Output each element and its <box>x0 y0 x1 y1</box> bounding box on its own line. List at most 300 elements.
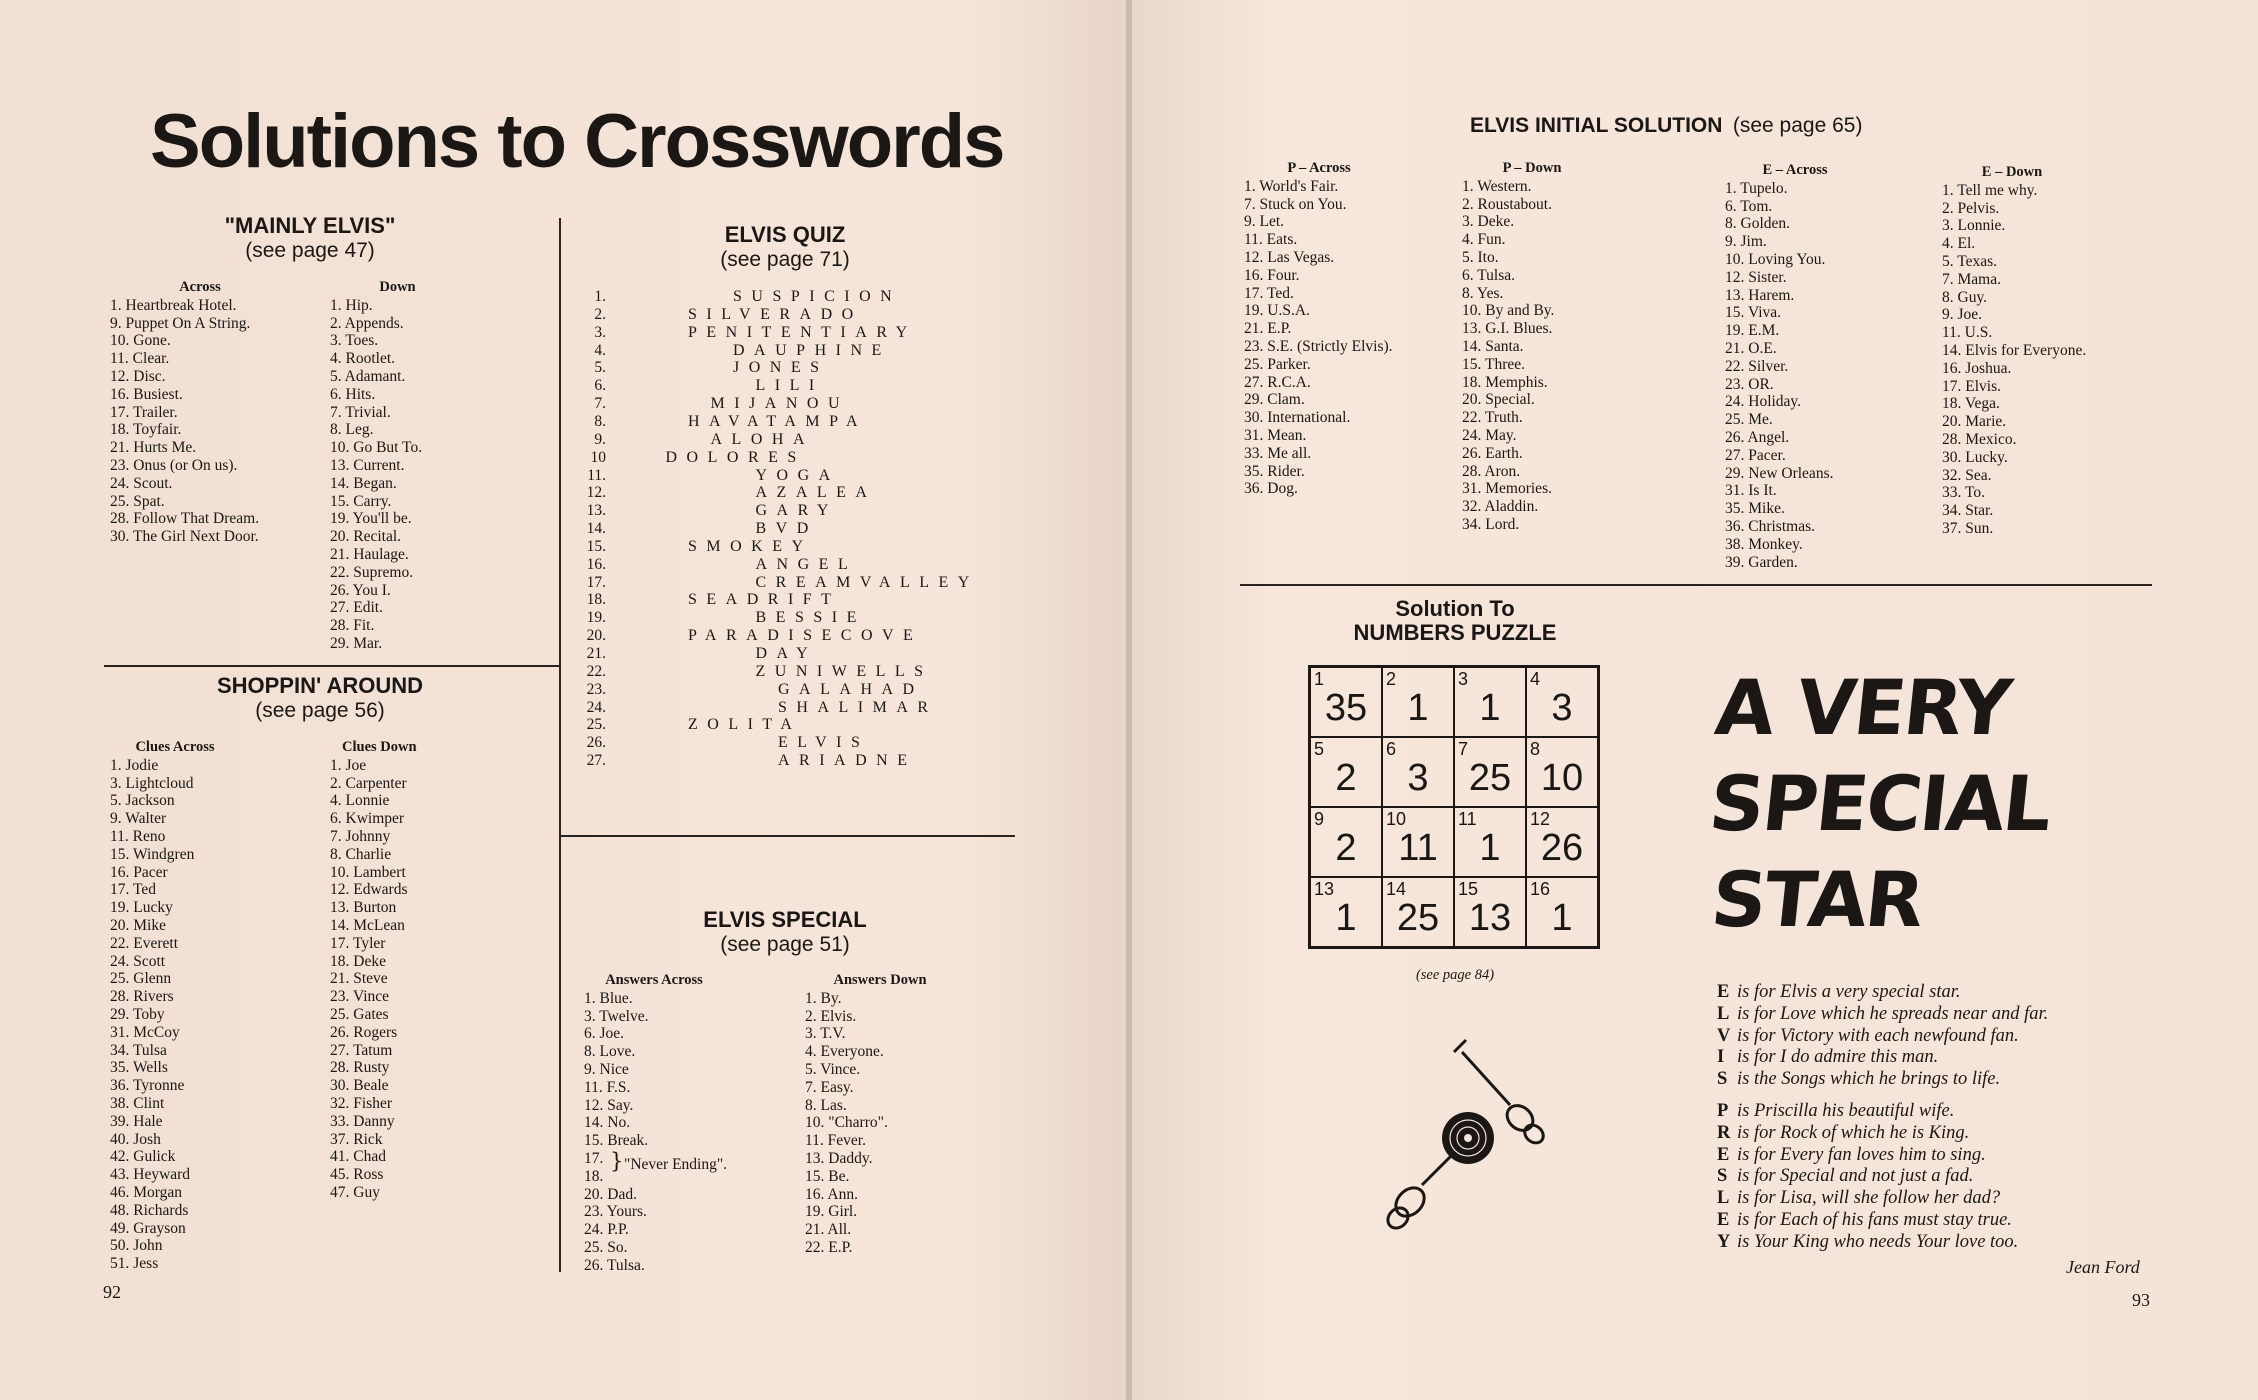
cell-value: 2 <box>1335 827 1357 869</box>
poem-initial: Y <box>1717 1231 1731 1252</box>
quiz-answer: JONES <box>733 359 829 377</box>
clue-item: 24. Holiday. <box>1725 393 1802 411</box>
clue-list <box>110 297 290 546</box>
clue-item: 15. Viva. <box>1725 304 1782 322</box>
quiz-number: 7. <box>594 395 606 413</box>
clue-item: 8. Leg. <box>330 421 374 439</box>
mainly-elvis-down <box>330 279 465 653</box>
clue-item: 1. Tell me why. <box>1942 181 2038 199</box>
initial-solution-subtitle: (see page 65) <box>1732 114 1863 137</box>
quiz-answer: PENITENTIARY <box>688 323 917 341</box>
clue-item: 39. Garden. <box>1725 553 1798 571</box>
clue-item: 4. Fun. <box>1462 231 1506 249</box>
grid-cell <box>1454 807 1526 877</box>
poem-line <box>1717 1145 2048 1167</box>
grid-cell <box>1526 667 1598 737</box>
clue-item: 25. Gates <box>330 1005 389 1023</box>
clue-item: 8. Guy. <box>1942 288 1988 306</box>
clue-item: 27. Tatum <box>330 1041 393 1059</box>
poem-line <box>1717 1069 2048 1091</box>
clue-item: 10. Lambert <box>330 863 406 881</box>
grid-cell <box>1310 737 1382 807</box>
e-down <box>1942 164 2086 538</box>
clue-item: 28. Rusty <box>330 1059 390 1077</box>
shoppin-around-down <box>330 739 430 1202</box>
clue-item: 23. Yours. <box>584 1203 647 1221</box>
clue-item: 6. Kwimper <box>330 810 405 828</box>
clue-item: 17. Trailer. <box>110 403 178 421</box>
clue-item: 24. May. <box>1462 426 1517 444</box>
clue-item: 25. Parker. <box>1244 355 1311 373</box>
clue-item: 2. Carpenter <box>330 774 407 792</box>
clue-item: 34. Tulsa <box>110 1041 167 1059</box>
clue-item: 14. McLean <box>330 916 405 934</box>
numbers-puzzle-title-2: NUMBERS PUZZLE <box>1353 620 1557 645</box>
clue-item: 12. Sister. <box>1725 268 1787 286</box>
quiz-number: 20. <box>586 627 606 645</box>
clue-list <box>330 297 465 653</box>
divider <box>560 835 1015 837</box>
poem-text: is for Each of his fans must stay true. <box>1737 1209 2012 1230</box>
cell-value: 1 <box>1407 687 1429 729</box>
poem-line <box>1717 1047 2048 1069</box>
grid-cell <box>1382 877 1454 947</box>
clue-item: 4. Lonnie <box>330 792 390 810</box>
grid-cell <box>1382 807 1454 877</box>
clue-item: 1. Blue. <box>584 989 633 1007</box>
clue-item: 17. Tyler <box>330 934 386 952</box>
cell-value: 26 <box>1540 827 1584 869</box>
clue-item: 1. Joe <box>330 756 367 774</box>
clue-item: 37. Rick <box>330 1130 383 1148</box>
clue-item: 13. Harem. <box>1725 286 1795 304</box>
clue-item: 10. Loving You. <box>1725 250 1826 268</box>
clue-item: 28. Mexico. <box>1942 430 2017 448</box>
poem-initial: R <box>1717 1122 1731 1143</box>
clue-item: 10. Gone. <box>110 332 171 350</box>
cell-value: 3 <box>1551 687 1573 729</box>
clue-item: 9. Puppet On A String. <box>110 314 251 332</box>
cell-number: 2 <box>1386 669 1397 689</box>
elvis-special-down <box>805 972 955 1257</box>
poem-line <box>1717 1026 2048 1048</box>
poem-text: is for I do admire this man. <box>1737 1047 1939 1068</box>
quiz-answer: ARIADNE <box>778 752 917 770</box>
grid-cell <box>1454 667 1526 737</box>
cell-value: 1 <box>1479 827 1501 869</box>
clue-item: 1. Western. <box>1462 177 1532 195</box>
special-star-line-3: STAR <box>1707 855 1927 944</box>
clue-item: 18. Deke <box>330 952 386 970</box>
quiz-answer: ELVIS <box>778 734 870 752</box>
clue-item: 8. Yes. <box>1462 284 1504 302</box>
down-heading: Answers Down <box>833 972 927 988</box>
grid-cell <box>1526 877 1598 947</box>
quiz-answer: YOGA <box>755 466 840 484</box>
cell-number: 11 <box>1458 809 1477 829</box>
clue-item: 7. Stuck on You. <box>1244 195 1347 213</box>
quiz-answer: BESSIE <box>755 609 866 627</box>
poem-line <box>1717 1101 2048 1123</box>
clue-item: 43. Heyward <box>110 1166 191 1184</box>
clue-item: 2. Roustabout. <box>1462 195 1552 213</box>
clue-item: 10. "Charro". <box>805 1114 888 1132</box>
clue-item: 7. Johnny <box>330 827 391 845</box>
clue-item: 19. Girl. <box>805 1203 858 1221</box>
clue-item: 22. Supremo. <box>330 563 414 581</box>
clue-item: 11. F.S. <box>584 1078 631 1096</box>
clue-item: 25. Spat. <box>110 492 165 510</box>
poem-text: is for Victory with each newfound fan. <box>1737 1025 2019 1046</box>
clue-item: 36. Dog. <box>1244 480 1298 498</box>
acrostic-poem <box>1717 982 2048 1264</box>
quiz-number: 18. <box>586 591 606 609</box>
poem-text: is for Lisa, will she follow her dad? <box>1737 1188 2001 1209</box>
initial-solution-title: ELVIS INITIAL SOLUTION <box>1470 114 1723 137</box>
quiz-number: 22. <box>586 662 606 680</box>
clue-item: 20. Marie. <box>1942 413 2007 431</box>
clue-item: 15. Carry. <box>330 492 392 510</box>
clue-item: 1. By. <box>805 989 842 1007</box>
clue-item: 4. Rootlet. <box>330 350 396 368</box>
clue-item: 1. World's Fair. <box>1244 177 1339 195</box>
clue-list <box>330 757 430 1202</box>
clue-list <box>1725 180 1865 572</box>
quiz-answer: BVD <box>755 520 818 538</box>
elvis-quiz-subtitle: (see page 71) <box>720 248 850 271</box>
clue-item: 2. Pelvis. <box>1942 199 2000 217</box>
clue-item: 9. Joe. <box>1942 306 1983 324</box>
poem-line <box>1717 1232 2048 1254</box>
cell-number: 3 <box>1458 669 1469 689</box>
clue-item: 15. Three. <box>1462 355 1525 373</box>
p-across <box>1244 160 1394 498</box>
quiz-answer: ZOLITA <box>688 716 802 734</box>
clue-item: 11. Reno <box>110 827 166 845</box>
clue-item: 30. Lucky. <box>1942 448 2008 466</box>
quiz-answer: DOLORES <box>665 448 806 466</box>
clue-item: 26. You I. <box>330 581 391 599</box>
cell-number: 9 <box>1314 809 1325 829</box>
poem-text: is the Songs which he brings to life. <box>1737 1069 2001 1090</box>
poem-stanza <box>1717 1101 2048 1254</box>
clue-item: 28. Rivers <box>110 988 174 1006</box>
clue-item: 19. E.M. <box>1725 322 1780 340</box>
clue-item: 17. Ted <box>110 881 156 899</box>
poem-initial: L <box>1717 1003 1730 1024</box>
grid-cell <box>1382 737 1454 807</box>
mainly-elvis-subtitle: (see page 47) <box>245 239 375 262</box>
quiz-answer: DAUPHINE <box>733 341 891 359</box>
clue-item: 9. Walter <box>110 810 167 828</box>
clue-item: 6. Tulsa. <box>1462 266 1515 284</box>
clue-item: 7. Trivial. <box>330 403 391 421</box>
cell-value: 1 <box>1335 897 1357 939</box>
shoppin-around-across <box>110 739 240 1273</box>
clue-item: 3. Lonnie. <box>1942 217 2006 235</box>
clue-item: 41. Chad <box>330 1148 386 1166</box>
clue-item: 20. Special. <box>1462 391 1535 409</box>
clue-item: 15. Be. <box>805 1167 850 1185</box>
poem-initial: P <box>1717 1100 1729 1121</box>
clue-item: 36. Tyronne <box>110 1077 185 1095</box>
clue-item: 14. No. <box>584 1114 631 1132</box>
grid-cell <box>1454 877 1526 947</box>
poem-initial: E <box>1717 1144 1730 1165</box>
grid-cell <box>1310 807 1382 877</box>
clue-item: 23. Vince <box>330 988 390 1006</box>
clue-item: 22. Everett <box>110 934 179 952</box>
quiz-answer: PARADISECOVE <box>688 627 923 645</box>
cell-value: 10 <box>1540 757 1584 799</box>
clue-item: 37. Sun. <box>1942 519 1994 537</box>
never-ending-answer: "Never Ending". <box>624 1156 728 1173</box>
clue-item: 24. P.P. <box>584 1221 629 1239</box>
clue-item: 42. Gulick <box>110 1148 176 1166</box>
clue-item: 19. You'll be. <box>330 510 412 528</box>
grid-cell <box>1382 667 1454 737</box>
quiz-answer: GARY <box>755 502 838 520</box>
clue-item: 4. El. <box>1942 235 1976 253</box>
clue-item: 13. Current. <box>330 456 405 474</box>
poem-author: Jean Ford <box>2066 1257 2140 1277</box>
clue-item: 26. Angel. <box>1725 428 1790 446</box>
clue-item: 31. McCoy <box>110 1023 180 1041</box>
clue-list <box>110 757 240 1273</box>
clue-item: 31. Is It. <box>1725 482 1777 500</box>
shoppin-around-title: SHOPPIN' AROUND <box>216 673 424 698</box>
clue-item: 1. Hip. <box>330 296 373 314</box>
clue-item: 29. Mar. <box>330 634 383 652</box>
clue-item: 47. Guy <box>330 1183 380 1201</box>
clue-item: 21. Hurts Me. <box>110 439 197 457</box>
quiz-number: 23. <box>586 680 606 698</box>
clue-list <box>1244 178 1394 498</box>
clue-item: 27. Edit. <box>330 599 383 617</box>
clue-item: 34. Lord. <box>1462 515 1520 533</box>
cell-value: 1 <box>1479 687 1501 729</box>
clue-list <box>584 990 724 1275</box>
clue-item: 24. Scout. <box>110 474 173 492</box>
clue-item: 20. Recital. <box>330 528 402 546</box>
clue-item: 39. Hale <box>110 1112 163 1130</box>
quiz-number: 6. <box>594 377 606 395</box>
poem-initial: E <box>1717 1209 1730 1230</box>
divider <box>104 665 560 667</box>
clue-item: 11. Eats. <box>1244 231 1298 249</box>
clue-item: 40. Josh <box>110 1130 161 1148</box>
poem-text: is for Love which he spreads near and far. <box>1737 1003 2049 1024</box>
page-number: 93 <box>2132 1290 2150 1310</box>
across-heading: Answers Across <box>605 972 703 988</box>
poem-line <box>1717 1004 2048 1026</box>
clue-item: 1. Tupelo. <box>1725 179 1788 197</box>
clue-item: 50. John <box>110 1237 163 1255</box>
guitars-and-record-icon <box>1380 1030 1550 1240</box>
p-down <box>1462 160 1602 534</box>
across-heading: Across <box>179 279 221 295</box>
cell-value: 3 <box>1407 757 1429 799</box>
p-across-heading: P – Across <box>1287 160 1351 176</box>
grid-cell <box>1526 807 1598 877</box>
clue-item: 11. Fever. <box>805 1132 866 1150</box>
quiz-number: 4. <box>594 341 606 359</box>
clue-item: 35. Wells <box>110 1059 168 1077</box>
quiz-answer: GALAHAD <box>778 680 924 698</box>
quiz-number: 10 <box>590 448 606 466</box>
clue-item: 8. Charlie <box>330 845 392 863</box>
quiz-number: 14. <box>586 520 606 538</box>
clue-item: 22. Silver. <box>1725 357 1789 375</box>
clue-item: 19. Lucky <box>110 899 173 917</box>
cell-number: 13 <box>1314 879 1335 899</box>
clue-item: 18. Memphis. <box>1462 373 1548 391</box>
poem-initial: V <box>1717 1025 1731 1046</box>
clue-item: 16. Four. <box>1244 266 1300 284</box>
clue-item: 8. Love. <box>584 1043 636 1061</box>
clue-item: 27. Pacer. <box>1725 446 1786 464</box>
clue-item: 28. Fit. <box>330 617 375 635</box>
clue-item: 18. <box>584 1167 604 1185</box>
clue-item: 45. Ross <box>330 1166 384 1184</box>
poem-line <box>1717 982 2048 1004</box>
poem-initial: L <box>1717 1188 1730 1209</box>
clue-item: 9. Nice <box>584 1060 629 1078</box>
down-heading: Down <box>379 279 416 295</box>
poem-initial: S <box>1717 1166 1728 1187</box>
clue-item: 9. Jim. <box>1725 233 1767 251</box>
clue-item: 11. U.S. <box>1942 324 1993 342</box>
clue-item: 29. New Orleans. <box>1725 464 1834 482</box>
cell-value: 11 <box>1398 827 1438 869</box>
clue-item: 33. To. <box>1942 484 1985 502</box>
clue-item: 21. O.E. <box>1725 339 1777 357</box>
clue-item: 23. OR. <box>1725 375 1774 393</box>
clue-item: 20. Mike <box>110 916 166 934</box>
clue-item: 46. Morgan <box>110 1183 183 1201</box>
clue-item: 7. Mama. <box>1942 270 2001 288</box>
clue-item: 26. Tulsa. <box>584 1256 645 1274</box>
e-down-heading: E – Down <box>1981 164 2043 180</box>
clue-item: 1. Jodie <box>110 756 159 774</box>
poem-text: is for Elvis a very special star. <box>1737 982 1961 1002</box>
page-number: 92 <box>103 1282 121 1302</box>
poem-text: is Priscilla his beautiful wife. <box>1737 1100 1955 1121</box>
cell-number: 12 <box>1530 809 1551 829</box>
clue-item: 18. Vega. <box>1942 395 2000 413</box>
e-across-heading: E – Across <box>1762 162 1828 178</box>
quiz-answer: CREAMVALLEY <box>755 573 979 591</box>
clue-item: 38. Monkey. <box>1725 535 1803 553</box>
clue-item: 24. Scott <box>110 952 166 970</box>
poem-line <box>1717 1188 2048 1210</box>
quiz-answer: AZALEA <box>755 484 877 502</box>
poem-line <box>1717 1166 2048 1188</box>
quiz-number: 1. <box>594 288 606 305</box>
quiz-number: 8. <box>594 412 606 430</box>
cell-number: 7 <box>1458 739 1469 759</box>
clue-item: 13. G.I. Blues. <box>1462 320 1553 338</box>
clue-item: 19. U.S.A. <box>1244 302 1310 320</box>
clue-item: 23. S.E. (Strictly Elvis). <box>1244 337 1393 355</box>
quiz-number: 9. <box>594 430 606 448</box>
clue-item: 10. Go But To. <box>330 439 423 457</box>
clue-item: 35. Mike. <box>1725 500 1785 518</box>
numbers-puzzle-caption: (see page 84) <box>1415 967 1495 983</box>
clue-item: 25. So. <box>584 1238 628 1256</box>
quiz-answer: SEADRIFT <box>688 591 841 609</box>
grid-cell <box>1310 667 1382 737</box>
quiz-number: 26. <box>586 734 606 752</box>
brace-icon: } <box>610 1149 624 1173</box>
quiz-number: 27. <box>586 752 606 770</box>
clue-item: 23. Onus (or On us). <box>110 456 238 474</box>
clue-item: 35. Rider. <box>1244 462 1305 480</box>
clue-item: 32. Aladdin. <box>1462 498 1539 516</box>
quiz-number: 16. <box>586 555 606 573</box>
numbers-puzzle-grid <box>1308 665 1600 949</box>
clue-item: 6. Joe. <box>584 1025 625 1043</box>
clue-item: 1. Heartbreak Hotel. <box>110 296 237 314</box>
quiz-number: 2. <box>594 305 606 323</box>
divider <box>559 218 561 1272</box>
cell-number: 5 <box>1314 739 1325 759</box>
clue-item: 5. Vince. <box>805 1060 861 1078</box>
quiz-number: 3. <box>594 323 606 341</box>
quiz-answer: ALOHA <box>710 430 814 448</box>
clue-item: 51. Jess <box>110 1255 159 1273</box>
elvis-special-subtitle: (see page 51) <box>720 933 850 956</box>
clue-item: 5. Ito. <box>1462 248 1499 266</box>
quiz-answer: SILVERADO <box>688 305 863 323</box>
quiz-answer: SUSPICION <box>733 288 902 305</box>
clue-item: 38. Clint <box>110 1094 165 1112</box>
cell-value: 25 <box>1468 757 1512 799</box>
clue-item: 36. Christmas. <box>1725 517 1815 535</box>
elvis-special-across <box>584 972 724 1275</box>
quiz-number: 15. <box>586 537 606 555</box>
clue-item: 17. Elvis. <box>1942 377 2001 395</box>
quiz-answer: DAY <box>755 645 818 662</box>
quiz-number: 12. <box>586 484 606 502</box>
poem-initial: I <box>1717 1047 1725 1068</box>
clue-list <box>1462 178 1602 534</box>
poem-line <box>1717 1210 2048 1232</box>
cell-value: 35 <box>1324 687 1368 729</box>
poem-stanza <box>1717 982 2048 1091</box>
clue-item: 13. Burton <box>330 899 397 917</box>
quiz-answer: ANGEL <box>755 555 858 573</box>
e-across <box>1725 162 1865 571</box>
clue-item: 30. The Girl Next Door. <box>110 528 259 546</box>
clue-item: 2. Elvis. <box>805 1007 857 1025</box>
clue-item: 32. Sea. <box>1942 466 1992 484</box>
clue-item: 22. E.P. <box>805 1238 853 1256</box>
down-heading: Clues Down <box>342 739 417 755</box>
elvis-quiz-title: ELVIS QUIZ <box>724 222 846 247</box>
clue-list <box>1942 182 2086 538</box>
clue-item: 14. Began. <box>330 474 397 492</box>
clue-item: 12. Las Vegas. <box>1244 248 1335 266</box>
clue-item: 5. Adamant. <box>330 367 406 385</box>
clue-item: 25. Me. <box>1725 411 1773 429</box>
poem-text: is for Rock of which he is King. <box>1737 1122 1970 1143</box>
p-down-heading: P – Down <box>1502 160 1562 176</box>
quiz-answer: SMOKEY <box>688 537 813 555</box>
poem-text: is Your King who needs Your love too. <box>1737 1231 2019 1252</box>
numbers-puzzle-title-1: Solution To <box>1395 596 1515 621</box>
clue-item: 3. Twelve. <box>584 1007 649 1025</box>
